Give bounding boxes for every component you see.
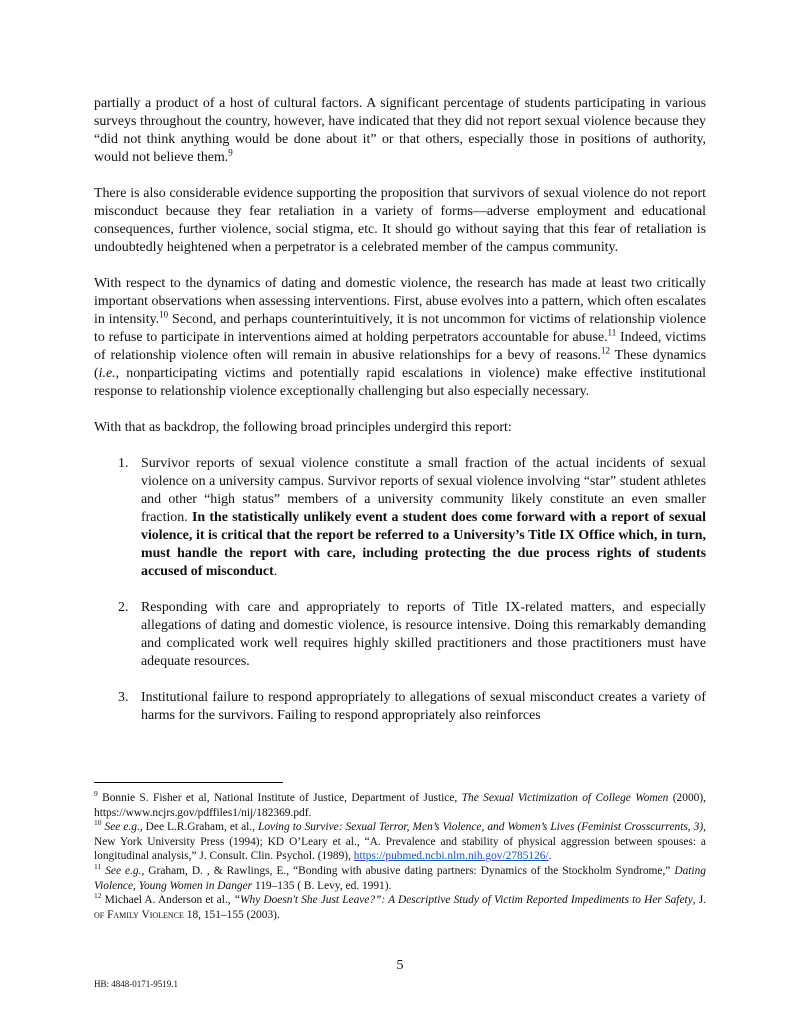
footnote-separator [94,782,283,783]
list-item-principle-1 [94,455,706,581]
punctuation: . [548,850,552,863]
pubmed-link[interactable]: https://pubmed.ncbi.nlm.nih.gov/2785126/ [353,850,549,863]
paragraph-dating-violence [94,275,706,401]
list-number: 3. [118,690,129,705]
paragraph-text: Second, and perhaps counterintuitively, it is not uncommon for victims of relationship violence to refuse to participate in interventions aimed at holding perpetrators accountable for abuse. [94,312,706,345]
punctuation: . [273,564,278,579]
principles-list [94,455,706,725]
paragraph-cultural-factors [94,95,706,167]
list-item-text: Institutional failure to respond appropriately to allegations of sexual misconduct creates a variety of harms for the survivors. Failing to respond appropriately also reinforces [141,690,706,723]
paragraph-text: , nonparticipating victims and potentially rapid escalations in violence) make effective institutional response to relationship violence exceptionally challenging but also especially necessary. [94,366,706,399]
footnote-text: , Dee L.R.Graham, et al., [139,821,259,834]
footnote-9 [94,791,706,820]
footnotes [94,791,706,922]
footnote-12 [94,893,706,922]
paragraph-backdrop: With that as backdrop, the following broad principles undergird this report: [94,420,512,435]
list-item-text: Survivor reports of sexual violence constitute a small fraction of the actual incidents of sexual violence on a university campus. Survivor reports of sexual violence involving “star” student athletes and other “high status” members of a university community likely constitute an even smaller fraction. [141,456,706,525]
footnote-text: , New York University Press (1994); KD O’Leary et al., “A. Prevalence and stability of physical aggression between spouses: a longitudinal analysis,” J. Consult. Clin. Psychol. (1989), [94,821,707,863]
footnote-number: 12 [94,891,102,901]
footnote-number: 11 [94,862,102,872]
footnote-10 [94,820,706,864]
page-body [94,95,706,725]
paragraph-retaliation: There is also considerable evidence supporting the proposition that survivors of sexual violence do not report misconduct because they fear retaliation in a variety of forms—adverse employment and educational consequences, further violence, social stigma, etc. It should go without saying that this fear of retaliation is undoubtedly heightened when a perpetrator is a celebrated member of the campus community. [94,186,706,255]
footnote-ref-12[interactable]: 12 [601,345,611,356]
paragraph-text: partially a product of a host of cultural factors. A significant percentage of students participating in various surveys throughout the country, however, have indicated that they did not report sexual violence because they “did not think anything would be done about it” or that others, especially those in positions of authority, would not believe them. [94,96,706,165]
footnote-title: The Sexual Victimization of College Women [461,792,669,804]
paragraph-text: These dynamics ( [94,348,706,381]
paragraph-text: With respect to the dynamics of dating and domestic violence, the research has made at least two critically important observations when assessing interventions. First, abuse evolves into a pattern, which often escalates in intensity. [94,276,706,327]
footnote-text: Michael A. Anderson et al., [101,894,234,907]
footnote-ref-10[interactable]: 10 [159,309,169,320]
list-item-text: Responding with care and appropriately to reports of Title IX-related matters, and especially allegations of dating and domestic violence, is resource intensive. Doing this remarkably demanding and complicated work well requires highly skilled practitioners and those practitioners must have adequate resources. [141,600,706,669]
footnote-ref-9[interactable]: 9 [228,147,233,158]
footnote-text: (2000), https://www.ncjrs.gov/pdffiles1/nij/182369.pdf. [94,792,706,819]
footnote-number: 9 [94,789,98,799]
document-id: HB: 4848-0171-9519.1 [94,979,178,989]
footnote-text: 119–135 ( B. Levy, ed. 1991). [252,879,392,892]
italic-ie: i.e. [98,366,116,381]
paragraph-text: Indeed, victims of relationship violence often will remain in abusive relationships for a bevy of reasons. [94,330,706,363]
signal-see-eg: See e.g. [101,821,140,834]
signal-see-eg: See e.g. [101,864,142,877]
footnote-text: , Graham, D. , & Rawlings, E., “Bonding with abusive dating partners: Dynamics of the Stockholm Syndrome,” [141,864,675,877]
journal-name: of Family Violence [94,908,184,921]
footnote-text: 18, 151–155 (2003). [183,908,280,921]
footnote-title: “Why Doesn't She Just Leave?”: A Descriptive Study of Victim Reported Impediments to Her Safety [233,894,693,907]
footnote-title: Dating Violence, Young Women in Danger [94,864,706,892]
bold-emphasis: In the statistically unlikely event a student does come forward with a report of sexual violence, it is critical that the report be referred to a University’s Title IX Office which, in turn, must handle the report with care, including protecting the due process rights of students accused of misconduct [141,510,706,579]
footnote-title: Loving to Survive: Sexual Terror, Men’s Violence, and Women’s Lives (Feminist Crosscurrents, 3) [258,821,704,834]
footnote-number: 10 [94,818,102,828]
footnote-ref-11[interactable]: 11 [607,327,617,338]
list-number: 2. [118,600,129,615]
list-item-principle-3 [94,689,706,725]
page-number: 5 [396,958,404,973]
footnote-11 [94,864,706,893]
list-number: 1. [118,456,129,471]
footnote-text: Bonnie S. Fisher et al, National Institute of Justice, Department of Justice, [97,792,462,804]
footnote-text: , J. [692,894,706,907]
list-item-principle-2 [94,599,706,671]
